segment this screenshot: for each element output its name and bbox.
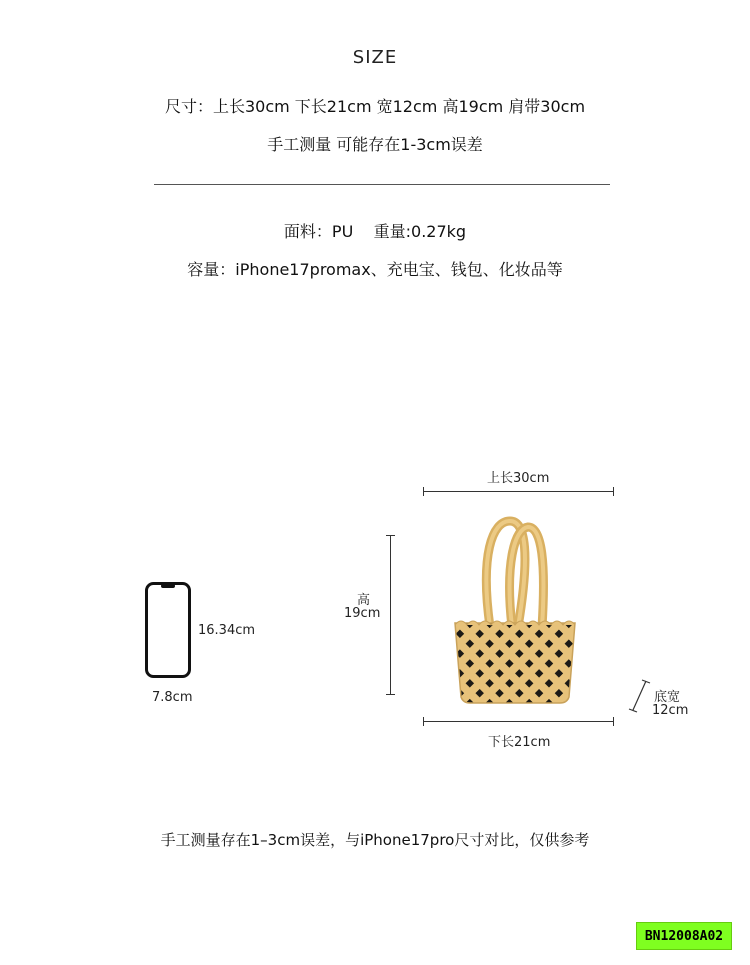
bag-height-label-2: 19cm [344,606,381,621]
top-length-tick-right [613,487,614,496]
height-line [390,535,391,695]
bag-width-label-1: 底宽 [654,690,681,705]
width-dimension-line [626,678,652,714]
phone-icon [145,582,191,678]
woven-tote-bag-icon [450,515,580,707]
bottom-length-tick-right [613,717,614,726]
phone-width-label: 7.8cm [152,690,193,705]
bag-bottom-length-label: 下长21cm [488,735,551,750]
size-title: SIZE [352,47,398,68]
top-length-line [423,491,614,492]
divider [154,184,610,185]
phone-height-label: 16.34cm [198,623,256,638]
dimensions-line: 尺寸：上长30cm 下长21cm 宽12cm 高19cm 肩带30cm [164,97,586,116]
bag-top-length-label: 上长30cm [487,471,550,486]
top-length-tick-left [423,487,424,496]
material-line: 面料：PU 重量:0.27kg [283,222,467,241]
bottom-length-line [423,721,614,722]
phone-illustration [145,582,191,678]
bottom-length-tick-left [423,717,424,726]
bag-illustration [450,515,580,707]
bag-width-label-2: 12cm [652,703,689,718]
footer-note: 手工测量存在1–3cm误差，与iPhone17pro尺寸对比，仅供参考 [160,831,590,849]
height-tick-bottom [386,694,395,695]
capacity-line: 容量：iPhone17promax、充电宝、钱包、化妆品等 [187,260,563,279]
height-tick-top [386,535,395,536]
measure-note: 手工测量 可能存在1-3cm误差 [267,135,483,154]
sku-badge: BN12008A02 [636,922,732,950]
bag-height-label-1: 高 [357,593,371,608]
